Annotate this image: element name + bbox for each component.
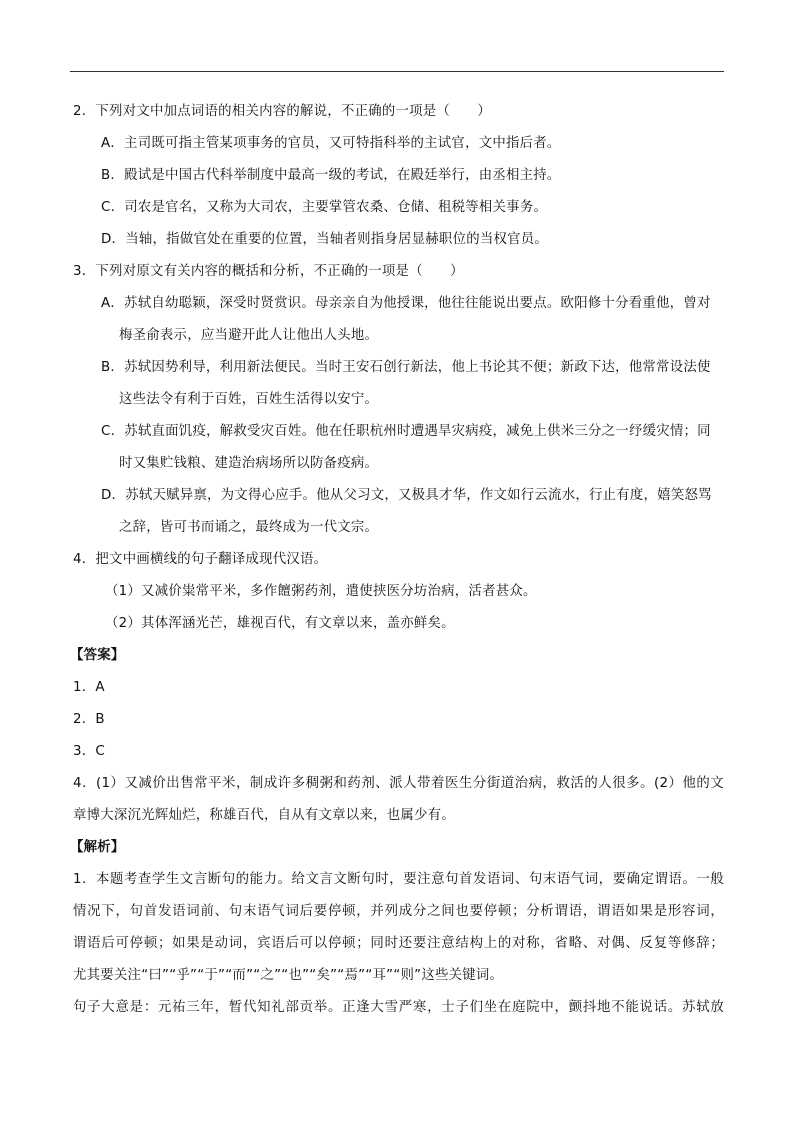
header-rule	[70, 71, 724, 72]
q3-option-d: D．苏轼天赋异禀，为文得心应手。他从父习文，又极具才华，作文如行云流水，行止有度，嬉笑怒骂	[101, 488, 712, 503]
analysis-heading: 【解析】	[70, 840, 125, 855]
q3-option-b: B．苏轼因势利导，利用新法便民。当时王安石创行新法，他上书论其不便；新政下达，他常常设法使	[101, 360, 711, 375]
q3-stem: 3．下列对原文有关内容的概括和分析，不正确的一项是（ ）	[73, 264, 464, 279]
answer-4: 4．(1）又减价出售常平米，制成许多稠粥和药剂、派人带着医生分街道治病，救活的人很多。(2）他的文	[73, 776, 724, 791]
q2-option-b: B．殿试是中国古代科举制度中最高一级的考试，在殿廷举行，由丞相主持。	[101, 168, 561, 183]
q3-option-c: C．苏轼直面饥疫，解救受灾百姓。他在任职杭州时遭遇旱灾病疫，减免上供米三分之一纾缓灾情；同	[101, 424, 711, 439]
analysis-line-4: 尤其要关注“曰”“乎”“于”“而”“之”“也”“矣”“焉”“耳”“则”这些关键词。	[73, 968, 504, 983]
answer-3: 3．C	[73, 744, 106, 759]
answer-4-cont: 章博大深沉光辉灿烂，称雄百代，自从有文章以来，也属少有。	[73, 808, 455, 823]
q2-option-a: A．主司既可指主管某项事务的官员，又可特指科举的主试官，文中指后者。	[101, 136, 561, 151]
q3-option-b-cont: 这些法令有利于百姓，百姓生活得以安宁。	[119, 392, 379, 407]
q4-item-1: （1）又减价粜常平米，多作饘粥药剂，遣使挟医分坊治病，活者甚众。	[105, 584, 537, 599]
q3-option-a: A．苏轼自幼聪颖，深受时贤赏识。母亲亲自为他授课，他往往能说出要点。欧阳修十分看重他，曾对	[101, 296, 711, 311]
q2-option-c: C．司农是官名，又称为大司农，主要掌管农桑、仓储、租税等相关事务。	[101, 200, 548, 215]
analysis-line-1: 1．本题考查学生文言断句的能力。给文言文断句时，要注意句首发语词、句末语气词，要确定谓语。一般	[73, 872, 724, 887]
q3-option-d-cont: 之辞，皆可书而诵之，最终成为一代文宗。	[119, 520, 379, 535]
q4-stem: 4．把文中画横线的句子翻译成现代汉语。	[73, 552, 328, 567]
q2-option-d: D．当轴，指做官处在重要的位置，当轴者则指身居显赫职位的当权官员。	[101, 232, 549, 247]
q2-stem: 2．下列对文中加点词语的相关内容的解说，不正确的一项是（ ）	[73, 104, 491, 119]
answer-1: 1．A	[73, 680, 105, 695]
analysis-line-2: 情况下，句首发语词前、句末语气词后要停顿，并列成分之间也要停顿；分析谓语，谓语如果是形容词，	[73, 904, 724, 919]
answer-heading: 【答案】	[70, 648, 125, 663]
q4-item-2: （2）其体浑涵光芒，雄视百代，有文章以来，盖亦鲜矣。	[105, 616, 455, 631]
q3-option-a-cont: 梅圣俞表示，应当避开此人让他出人头地。	[119, 328, 379, 343]
analysis-line-5: 句子大意是：元祐三年，暂代知礼部贡举。正逢大雪严寒，士子们坐在庭院中，颤抖地不能说话。苏轼放	[73, 1000, 724, 1015]
analysis-line-3: 谓语后可停顿；如果是动词，宾语后可以停顿；同时还要注意结构上的对称，省略、对偶、反复等修辞；	[73, 936, 724, 951]
answer-2: 2．B	[73, 712, 105, 727]
q3-option-c-cont: 时又集贮钱粮、建造治病场所以防备疫病。	[119, 456, 379, 471]
